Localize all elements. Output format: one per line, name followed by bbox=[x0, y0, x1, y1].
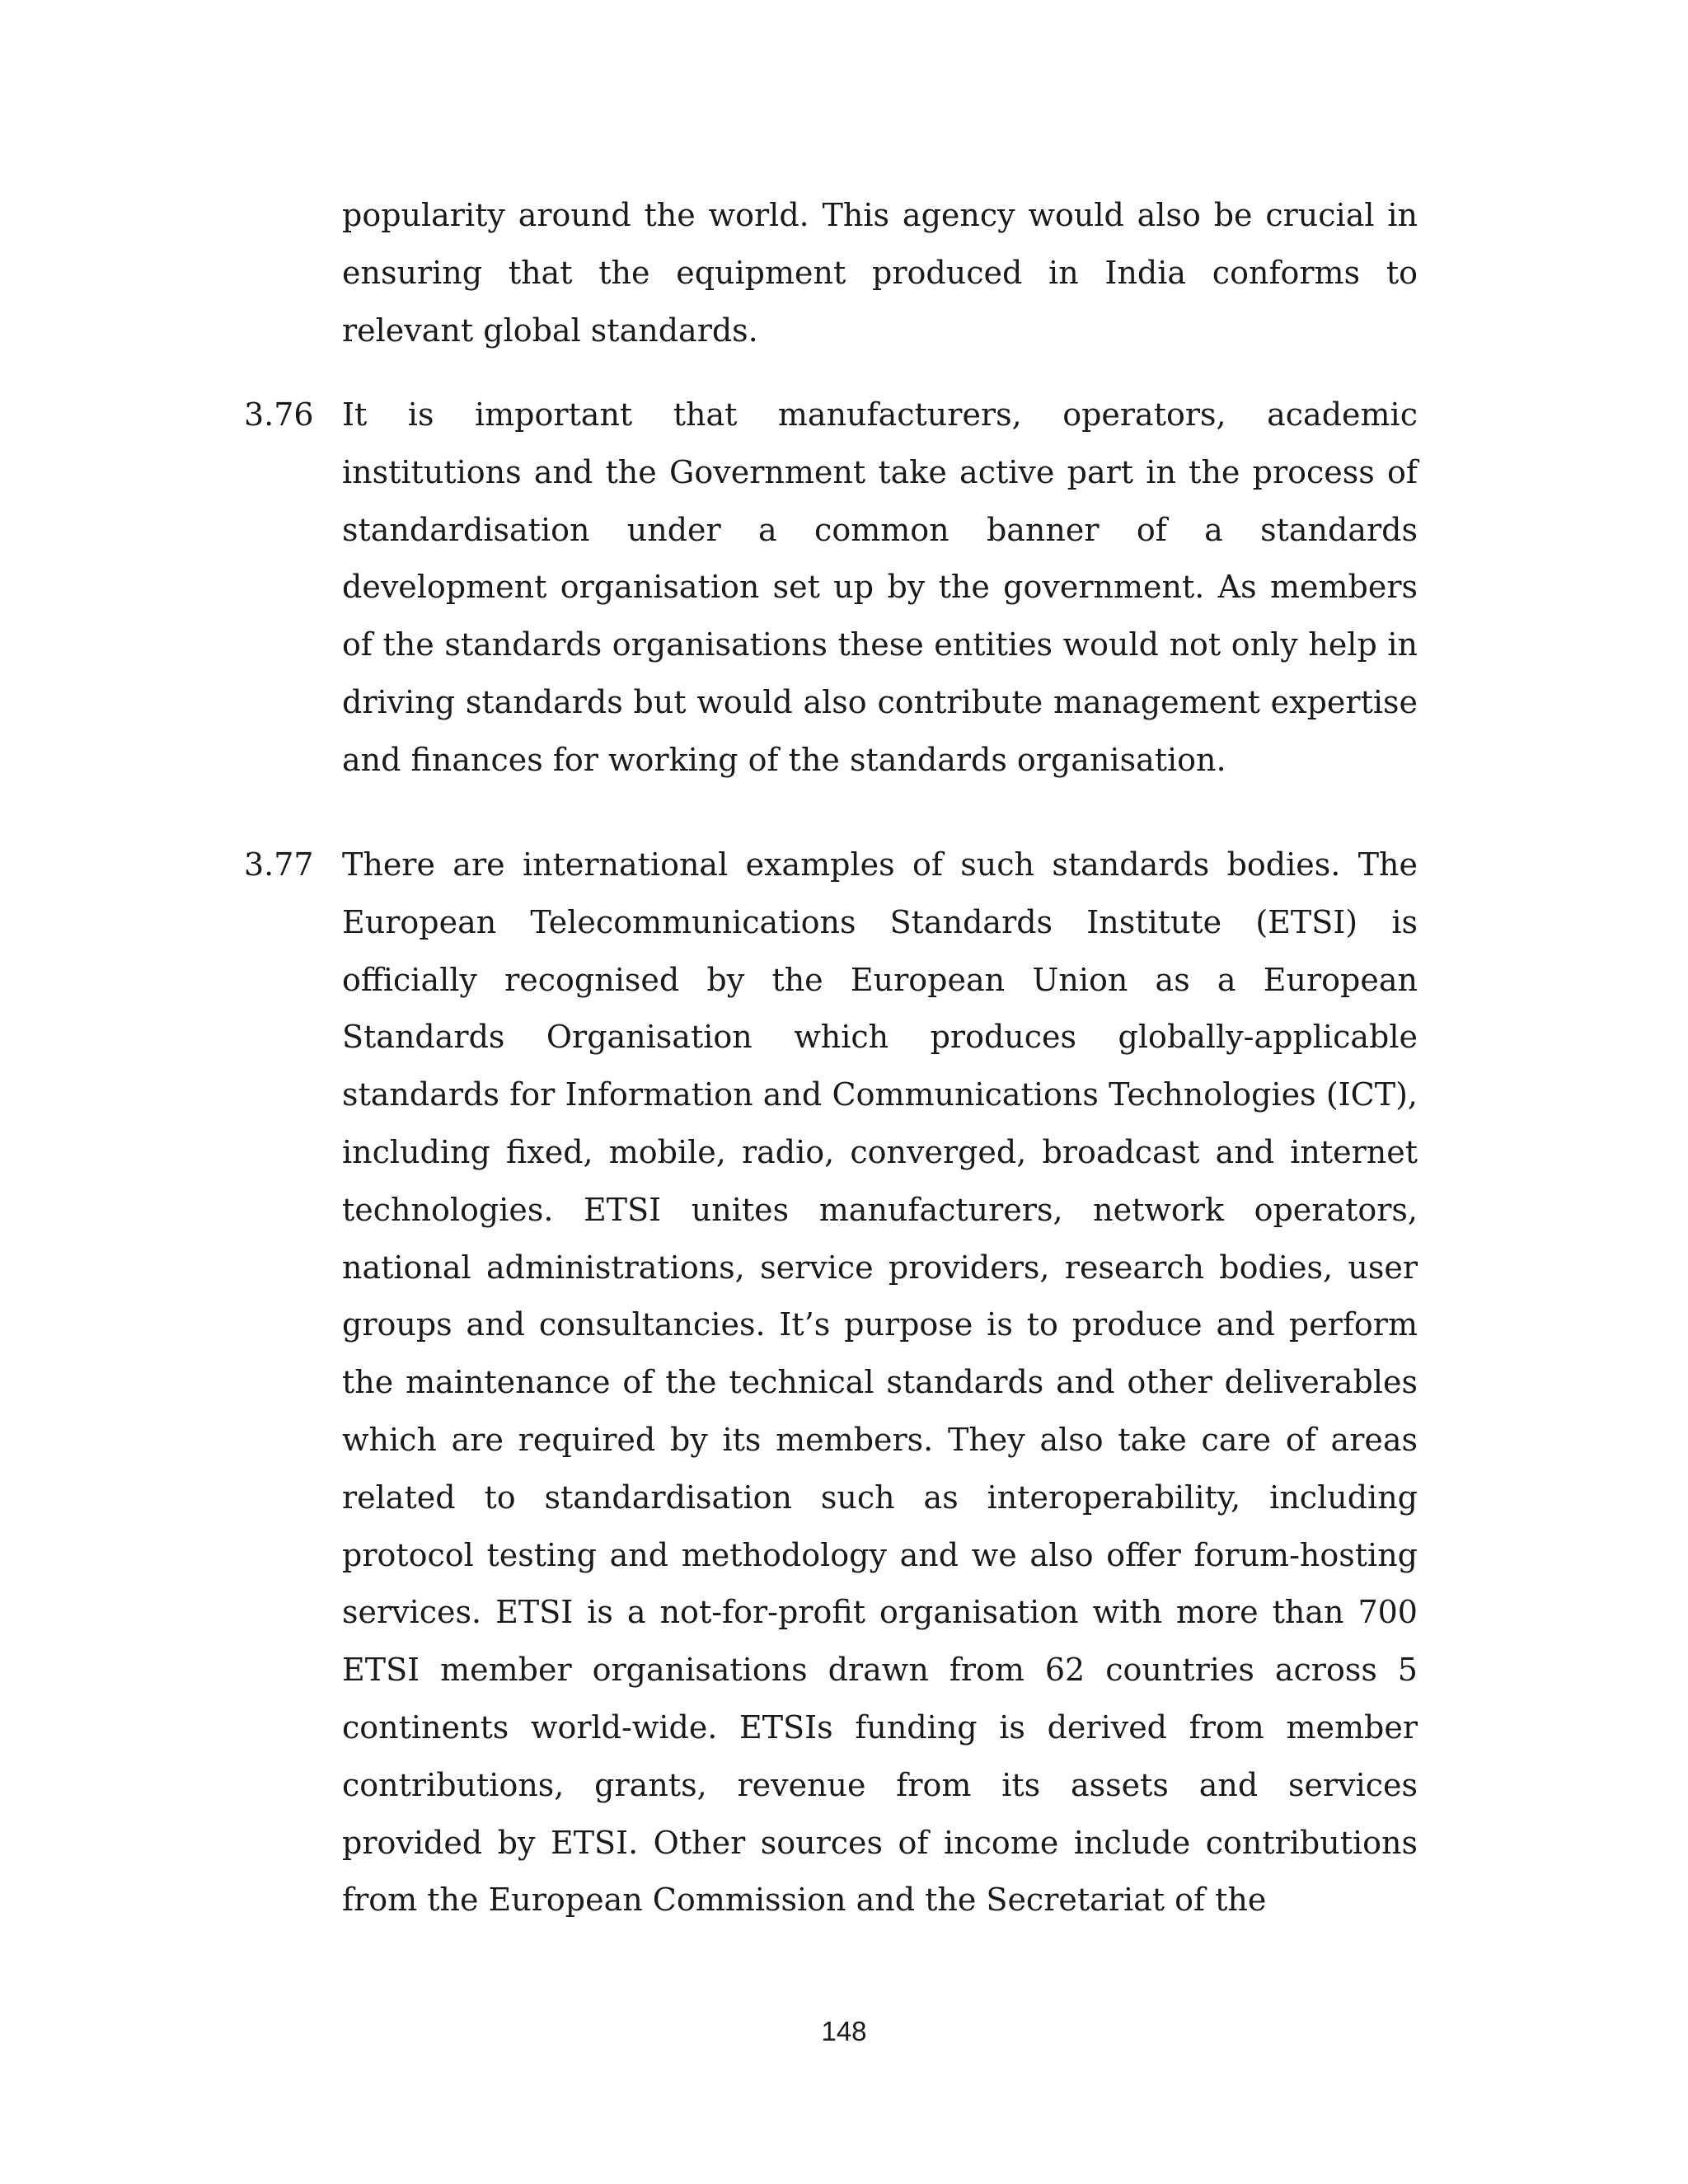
page-number: 148 bbox=[821, 2016, 867, 2046]
paragraph-number-3-77: 3.77 bbox=[244, 846, 314, 883]
paragraph-continuation: popularity around the world. This agency would also be crucial in ensuring that the equipment produced in India conforms to relevant global standards. bbox=[342, 197, 1418, 349]
paragraph-3-77: There are international examples of such standards bodies. The European Telecommunications Standards Institute (ETSI) is officially recognised by the European Union as a European Standards Organisation which produces globally-applicable standards for Information and Communications Technologies (ICT), including fixed, mobile, radio, converged, broadcast and internet technologies. ETSI unites manufacturers, network operators, national administrations, service providers, research bodies, user groups and consultancies. It’s purpose is to produce and perform the maintenance of the technical standards and other deliverables which are required by its members. They also take care of areas related to standardisation such as interoperability, including protocol testing and methodology and we also offer forum-hosting services. ETSI is a not-for-profit organisation with more than 700 ETSI member organisations drawn from 62 countries across 5 continents world-wide. ETSIs funding is derived from member contributions, grants, revenue from its assets and services provided by ETSI. Other sources of income include contributions from the European Commission and the Secretariat of the bbox=[342, 846, 1418, 1919]
paragraph-number-3-76: 3.76 bbox=[244, 396, 314, 433]
paragraph-3-76: It is important that manufacturers, operators, academic institutions and the Government take active part in the process of standardisation under a common banner of a standards development organisation set up by the government. As members of the standards organisations these entities would not only help in driving standards but would also contribute management expertise and finances for working of the standards organisation. bbox=[342, 396, 1418, 778]
